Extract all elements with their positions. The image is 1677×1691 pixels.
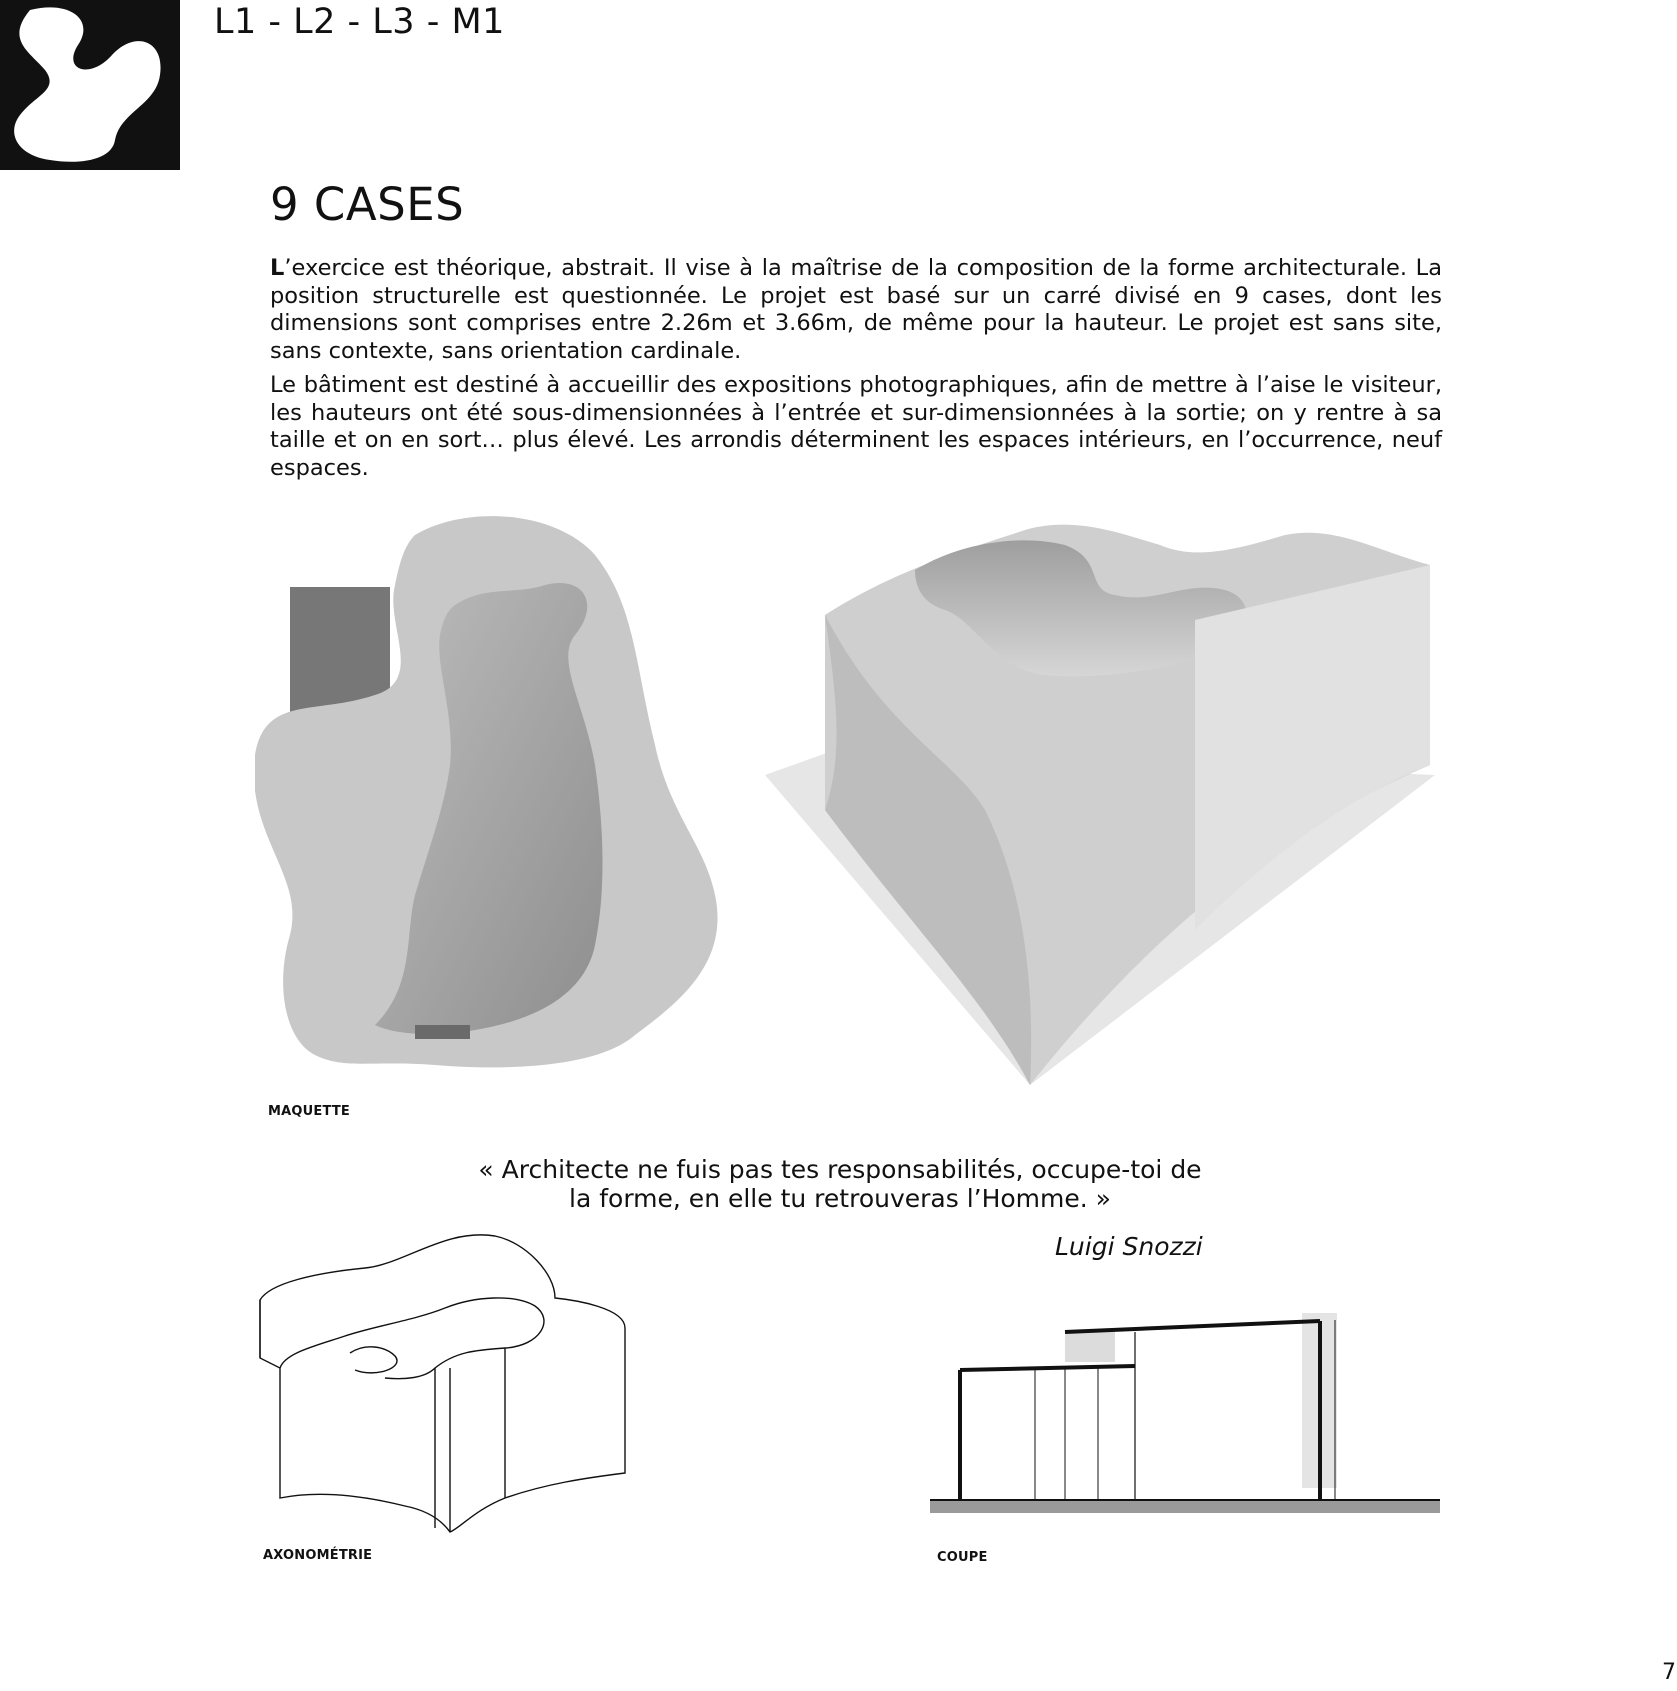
paragraph-text: ’exercice est théorique, abstrait. Il vise à la maîtrise de la composition de la forme architecturale. La position structurelle est questionnée. Le projet est basé sur un carré divisé en 9 cases, dont les dimensions sont comprises entre 2.26m et 3.66m, de même pour la hauteur. Le projet est sans site, sans contexte, sans orientation cardinale. <box>270 255 1442 364</box>
quote-author: Luigi Snozzi <box>1055 1232 1203 1261</box>
quote-block <box>440 1155 1240 1213</box>
logo <box>0 0 180 170</box>
program-paragraph: Le bâtiment est destiné à accueillir des expositions photographiques, afin de mettre à l’aise le visiteur, les hauteurs ont été sous-dimensionnées à l’entrée et sur-dimensionnées à la sortie; on y rentre à sa taille et on en sort… plus élevé. Les arrondis déterminent les espaces intérieurs, en l’occurrence, neuf espaces. <box>270 372 1442 481</box>
intro-paragraph <box>270 255 1442 365</box>
page-number: 7 <box>1662 1660 1676 1685</box>
paragraph-lead-letter: L <box>270 255 285 281</box>
caption-coupe: COUPE <box>937 1550 988 1565</box>
level-header: L1 - L2 - L3 - M1 <box>214 2 505 42</box>
quote-line: la forme, en elle tu retrouveras l’Homme. » <box>569 1184 1111 1213</box>
model-photo-top-view <box>255 515 795 1085</box>
model-photo-perspective-view <box>765 510 1445 1090</box>
quote-line: « Architecte ne fuis pas tes responsabilités, occupe-toi de <box>478 1155 1202 1184</box>
page-title: 9 CASES <box>270 178 465 231</box>
caption-axonometrie: AXONOMÉTRIE <box>263 1548 373 1563</box>
axonometric-drawing <box>255 1228 635 1538</box>
caption-maquette: MAQUETTE <box>268 1104 350 1119</box>
section-drawing <box>930 1290 1440 1530</box>
